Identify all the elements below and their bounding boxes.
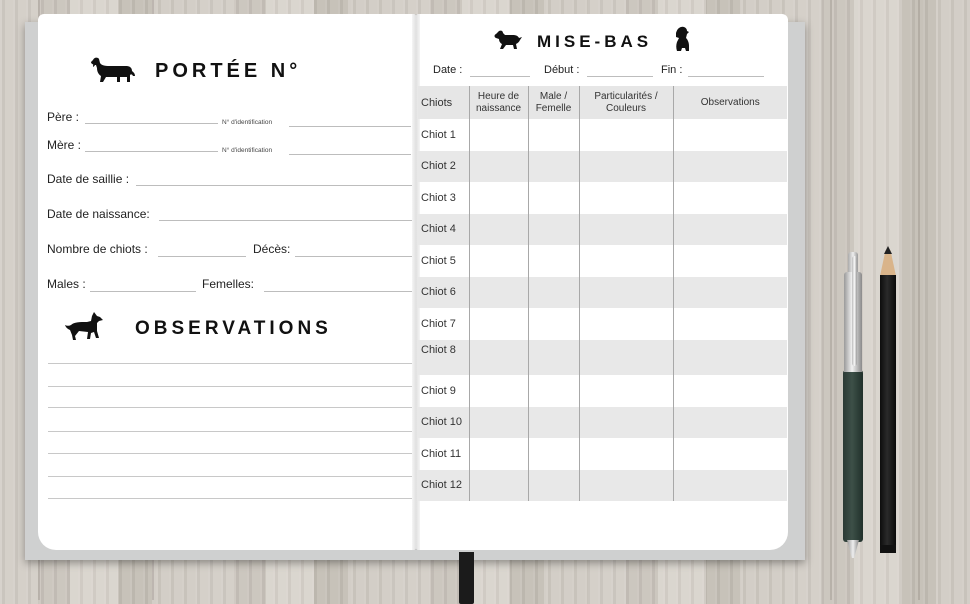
row-label: Chiot 5 [421,254,456,267]
pen-tip [847,540,859,558]
row-label: Chiot 4 [418,214,469,246]
pere-label: Père : [47,110,80,124]
fin-label: Fin : [661,64,683,76]
fin-input-line[interactable] [688,76,764,77]
table-cell[interactable] [528,277,579,309]
table-cell[interactable] [579,119,673,151]
table-row [418,308,787,340]
observation-line[interactable] [48,386,412,387]
table-row [418,407,787,439]
table-row [418,375,787,407]
table-cell[interactable] [528,438,579,470]
row-label: Chiot 7 [421,317,456,330]
portee-title: PORTÉE N° [155,60,302,82]
pere-id-label: N° d'identification [222,119,273,126]
table-cell[interactable] [469,308,528,340]
table-cell[interactable] [528,308,579,340]
table-cell[interactable] [673,119,787,151]
table-row [418,470,787,502]
naissance-label: Date de naissance: [47,207,150,221]
table-cell[interactable] [579,308,673,340]
table-cell[interactable] [469,245,528,277]
deces-input-line[interactable] [295,256,412,257]
mise-bas-table [418,86,787,501]
mise-bas-title: MISE-BAS [537,32,653,51]
observation-line[interactable] [48,498,412,499]
observation-line[interactable] [48,453,412,454]
bookmark-ribbon [459,552,474,604]
table-cell[interactable] [528,151,579,183]
date-input-line[interactable] [470,76,530,77]
table-row [418,245,787,277]
nombre-chiots-input-line[interactable] [158,256,246,257]
table-cell[interactable] [528,245,579,277]
table-cell[interactable] [579,340,673,376]
males-label: Males : [47,277,86,291]
table-cell[interactable] [579,375,673,407]
pere-id-input-line[interactable] [289,126,411,127]
table-cell[interactable] [469,182,528,214]
mere-id-label: N° d'identification [222,147,273,154]
column-header-observations: Observations [673,86,787,119]
table-cell[interactable] [579,214,673,246]
table-cell[interactable] [528,182,579,214]
table-row [418,151,787,183]
males-input-line[interactable] [90,291,196,292]
table-cell[interactable] [673,375,787,407]
table-cell[interactable] [579,438,673,470]
table-cell[interactable] [528,119,579,151]
row-label: Chiot 10 [418,407,469,439]
table-cell[interactable] [469,375,528,407]
nombre-chiots-label: Nombre de chiots : [47,242,148,256]
observation-line[interactable] [48,431,412,432]
table-cell[interactable] [528,340,579,376]
row-label: Chiot 8 [418,340,469,376]
table-cell[interactable] [673,151,787,183]
mere-input-line[interactable] [85,151,218,152]
table-cell[interactable] [673,245,787,277]
table-cell[interactable] [673,214,787,246]
wood-plank-seam [918,0,920,600]
column-header-sexe: Male / Femelle [528,86,579,119]
table-cell[interactable] [469,151,528,183]
row-label: Chiot 3 [421,191,456,204]
mere-id-input-line[interactable] [289,154,411,155]
pencil-body [880,275,896,547]
table-cell[interactable] [469,407,528,439]
row-label: Chiot 2 [418,151,469,183]
table-cell[interactable] [579,151,673,183]
running-puppy-icon [493,29,523,51]
table-cell[interactable] [673,407,787,439]
table-cell[interactable] [528,375,579,407]
pencil-end [880,545,896,553]
femelles-label: Femelles: [202,277,255,291]
table-cell[interactable] [469,214,528,246]
table-cell[interactable] [673,438,787,470]
column-header-chiots: Chiots [418,86,469,119]
date-label: Date : [433,64,463,76]
table-cell[interactable] [469,119,528,151]
row-label: Chiot 9 [421,384,456,397]
table-row [418,119,787,151]
observation-line[interactable] [48,407,412,408]
pen-barrel [843,370,863,542]
row-label: Chiot 11 [421,447,462,460]
table-cell[interactable] [469,277,528,309]
table-cell[interactable] [673,470,787,502]
wood-plank-seam [830,0,832,600]
table-row [418,277,787,309]
table-row [418,182,787,214]
table-cell[interactable] [673,308,787,340]
table-row [418,340,787,376]
row-label: Chiot 6 [418,277,469,309]
observations-title: OBSERVATIONS [135,318,332,339]
naissance-input-line[interactable] [159,220,412,221]
observation-line[interactable] [48,476,412,477]
observation-line[interactable] [48,363,412,364]
femelles-input-line[interactable] [264,291,412,292]
table-cell[interactable] [579,470,673,502]
table-cell[interactable] [673,340,787,376]
pere-input-line[interactable] [85,123,218,124]
sitting-puppy-icon [672,26,692,52]
dachshund-icon [90,54,136,86]
deces-label: Décès: [253,242,291,256]
german-shepherd-icon [64,310,106,342]
table-row [418,214,787,246]
table-cell[interactable] [528,407,579,439]
table-cell[interactable] [579,245,673,277]
column-header-heure: Heure de naissance [469,86,528,119]
column-header-particularites: Particularités / Couleurs [579,86,673,119]
pen-clip [852,256,857,366]
table-cell[interactable] [579,407,673,439]
table-cell[interactable] [579,182,673,214]
saillie-input-line[interactable] [136,185,412,186]
table-cell[interactable] [469,438,528,470]
debut-label: Début : [544,64,580,76]
table-header-row [418,86,787,119]
table-row [418,438,787,470]
table-cell[interactable] [673,277,787,309]
table-cell[interactable] [673,182,787,214]
table-cell[interactable] [579,277,673,309]
table-cell[interactable] [469,470,528,502]
table-cell[interactable] [469,340,528,376]
saillie-label: Date de saillie : [47,172,130,186]
mere-label: Mère : [47,138,82,152]
debut-input-line[interactable] [587,76,653,77]
pencil-lead [884,246,892,254]
table-cell[interactable] [528,470,579,502]
row-label: Chiot 12 [418,470,469,502]
table-cell[interactable] [528,214,579,246]
row-label: Chiot 1 [421,128,456,141]
